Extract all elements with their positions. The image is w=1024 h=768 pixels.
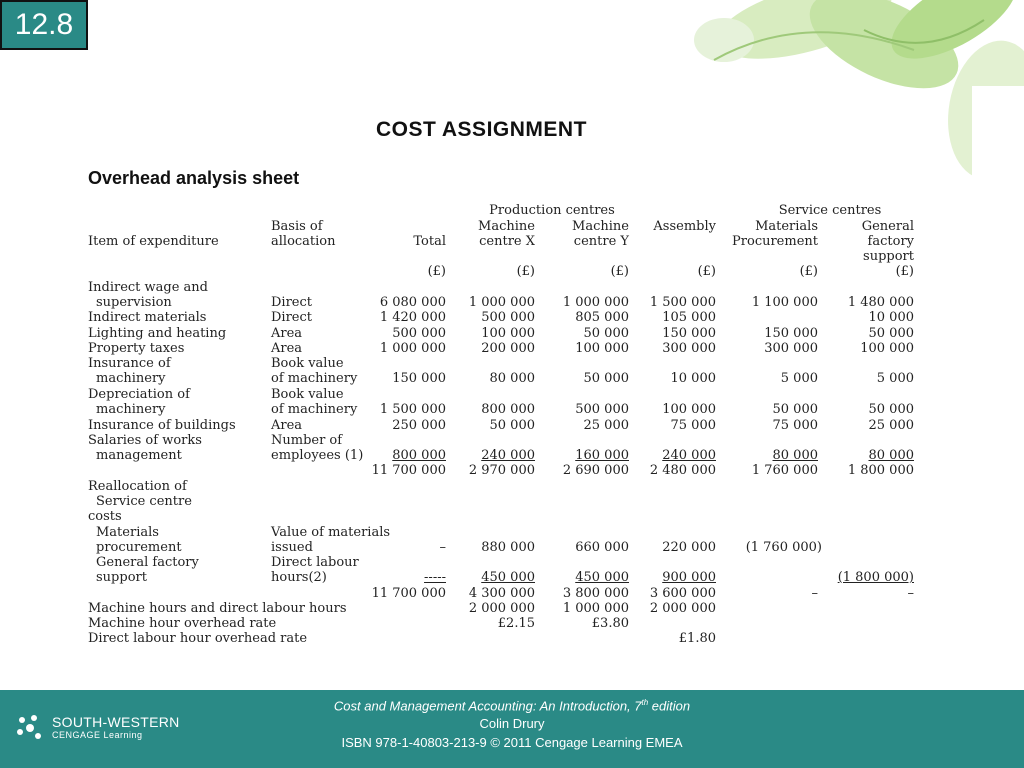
author: Colin Drury [479,716,545,731]
row-item: supervision [96,295,172,310]
cell-asm: 240 000 [662,448,716,463]
row-basis: of machinery [271,371,358,386]
cell-gen: 25 000 [868,418,914,433]
row-item: Insurance of buildings [88,418,236,433]
cell-mx: 50 000 [489,418,535,433]
hours-label: Machine hours and direct labour hours [88,601,347,616]
cell-total: 1 500 000 [379,402,446,417]
cell-total: 250 000 [392,418,446,433]
cell-asm: 75 000 [670,418,716,433]
currency-my: (£) [610,264,629,279]
sheet-subtitle: Overhead analysis sheet [88,168,300,188]
reallocation-label: Reallocation of [88,479,187,494]
row-basis: Direct [271,310,312,325]
general-header-1: General [861,219,914,234]
row-basis: Direct labour [271,555,359,570]
cell-asm: 900 000 [662,570,716,585]
row-basis: hours(2) [271,570,327,585]
subtotal-gen: – [907,586,914,601]
footer-bar [0,690,1024,768]
cell-mx: 1 000 000 [468,295,535,310]
cell-mx: 200 000 [481,341,535,356]
cell-mx: 80 000 [489,371,535,386]
cell-total: 800 000 [392,448,446,463]
machine-x-header-2: centre X [479,234,535,249]
subtotal-mx: 2 970 000 [468,463,535,478]
subtotal-mx: 4 300 000 [468,586,535,601]
currency-mx: (£) [516,264,535,279]
cell-asm: 105 000 [662,310,716,325]
machine-y-header-1: Machine [572,219,629,234]
row-basis: employees (1) [271,448,364,463]
cell-asm: 300 000 [662,341,716,356]
row-item: support [96,570,147,585]
machine-y-header-2: centre Y [573,234,629,249]
cell-total: 1 420 000 [379,310,446,325]
cell-my: 50 000 [583,371,629,386]
cell-total: 1 000 000 [379,341,446,356]
cell-gen: 50 000 [868,326,914,341]
currency-total: (£) [427,264,446,279]
cell-mat: (1 760 000) [745,540,822,555]
cell-total: 150 000 [392,371,446,386]
subtotal-gen: 1 800 000 [847,463,914,478]
cell-my: 1 000 000 [562,295,629,310]
row-basis: Number of [271,433,343,448]
row-item: Property taxes [88,341,185,356]
reallocation-label: costs [88,509,122,524]
row-item: Indirect materials [88,310,207,325]
row-basis: Area [271,418,303,433]
cell-gen: (1 800 000) [837,570,914,585]
book-title: Cost and Management Accounting: An Introduction, 7th edition [333,698,691,714]
currency-mat: (£) [799,264,818,279]
cell-asm: 1 500 000 [649,295,716,310]
logo-line-1: SOUTH-WESTERN [52,714,180,730]
subtotal-my: 3 800 000 [562,586,629,601]
row-basis: Direct [271,295,312,310]
cell-mat: 300 000 [764,341,818,356]
cell-my: 25 000 [583,418,629,433]
cell-mat: 5 000 [780,371,818,386]
row-basis: Book value [271,387,344,402]
row-item: Insurance of [88,356,171,371]
publisher-logo [14,712,180,742]
cell-mx: 500 000 [481,310,535,325]
row-basis: issued [271,540,313,555]
machine-x-header-1: Machine [478,219,535,234]
cell-asm: 150 000 [662,326,716,341]
cell-asm: 100 000 [662,402,716,417]
cell-gen: 1 480 000 [847,295,914,310]
service-centres-header: Service centres [778,203,882,218]
isbn: ISBN 978-1-40803-213-9 © 2011 Cengage Learning EMEA [341,735,683,750]
item-header: Item of expenditure [88,234,219,249]
hours-asm: 2 000 000 [649,601,716,616]
cell-gen: 80 000 [868,448,914,463]
row-basis: of machinery [271,402,358,417]
cell-total: 500 000 [392,326,446,341]
hours-my: 1 000 000 [562,601,629,616]
cell-mat: 75 000 [772,418,818,433]
cell-mx: 880 000 [481,540,535,555]
row-item: Materials [96,525,159,540]
subtotal-mat: – [811,586,818,601]
general-header-3: support [863,249,914,264]
cell-my: 160 000 [575,448,629,463]
cell-mat: 50 000 [772,402,818,417]
cell-gen: 100 000 [860,341,914,356]
subtotal-my: 2 690 000 [562,463,629,478]
cell-my: 500 000 [575,402,629,417]
labour-rate-asm: £1.80 [678,631,716,646]
subtotal-total: 11 700 000 [371,586,446,601]
row-item: procurement [96,540,182,555]
row-item: Lighting and heating [88,326,227,341]
labour-rate-label: Direct labour hour overhead rate [88,631,308,646]
general-header-2: factory [867,234,914,249]
cell-mx: 450 000 [481,570,535,585]
row-basis: Book value [271,356,344,371]
subtotal-total: 11 700 000 [371,463,446,478]
cell-asm: 220 000 [662,540,716,555]
row-item: General factory [96,555,199,570]
row-basis: Value of materials [271,525,391,540]
basis-header-2: allocation [271,234,336,249]
materials-header-1: Materials [755,219,818,234]
cell-gen: 5 000 [876,371,914,386]
row-item: machinery [96,371,166,386]
row-item: Depreciation of [88,387,190,402]
cell-my: 660 000 [575,540,629,555]
basis-header-1: Basis of [271,219,323,234]
reallocation-label: Service centre [96,494,192,509]
cell-total: 6 080 000 [379,295,446,310]
total-header: Total [413,234,446,249]
cell-mat: 1 100 000 [751,295,818,310]
currency-asm: (£) [697,264,716,279]
cell-my: 805 000 [575,310,629,325]
cell-mx: 800 000 [481,402,535,417]
row-item: machinery [96,402,166,417]
cell-mx: 100 000 [481,326,535,341]
production-centres-header: Production centres [489,203,615,218]
cell-mat: 150 000 [764,326,818,341]
cell-mx: 240 000 [481,448,535,463]
slide-number: 12.8 [0,0,88,50]
materials-header-2: Procurement [732,234,818,249]
cell-gen: 10 000 [868,310,914,325]
row-basis: Area [271,341,303,356]
subtotal-asm: 3 600 000 [649,586,716,601]
cell-my: 50 000 [583,326,629,341]
cell-asm: 10 000 [670,371,716,386]
machine-rate-my: £3.80 [591,616,629,631]
logo-line-2: CENGAGE Learning [52,730,143,740]
cell-my: 100 000 [575,341,629,356]
cell-gen: 50 000 [868,402,914,417]
row-item: Salaries of works [88,433,202,448]
cell-total: ----- [424,570,446,585]
subtotal-mat: 1 760 000 [751,463,818,478]
row-item: management [96,448,182,463]
right-margin [972,86,1024,690]
machine-rate-mx: £2.15 [497,616,535,631]
cell-my: 450 000 [575,570,629,585]
currency-gen: (£) [895,264,914,279]
cengage-logo-icon [14,712,44,742]
page-title: COST ASSIGNMENT [376,118,587,141]
row-basis: Area [271,326,303,341]
machine-rate-label: Machine hour overhead rate [88,616,277,631]
hours-mx: 2 000 000 [468,601,535,616]
subtotal-asm: 2 480 000 [649,463,716,478]
cell-total: – [439,540,446,555]
row-item: Indirect wage and [88,280,209,295]
cell-mat: 80 000 [772,448,818,463]
assembly-header: Assembly [653,219,716,234]
